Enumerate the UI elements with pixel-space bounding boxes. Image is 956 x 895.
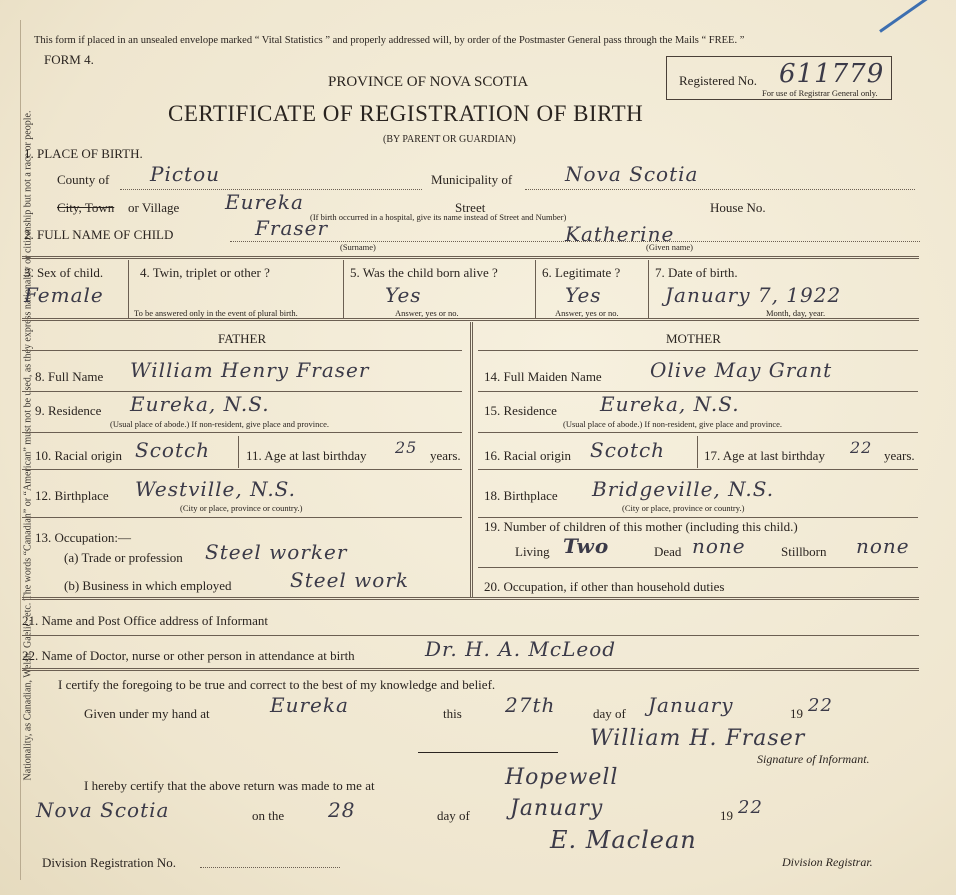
surname-caption: (Surname) bbox=[340, 242, 376, 252]
dead-label: Dead bbox=[654, 544, 682, 559]
father-age-divider bbox=[238, 436, 239, 468]
division-registration-label: Division Registration No. bbox=[42, 855, 176, 870]
mother-rule-4 bbox=[478, 517, 918, 518]
living-value: Two bbox=[563, 534, 610, 558]
registered-number: 611779 bbox=[779, 59, 885, 89]
registrar-province-value: Nova Scotia bbox=[36, 798, 170, 822]
doctor-value: Dr. H. A. McLeod bbox=[425, 637, 617, 661]
row-rule-bottom bbox=[22, 318, 919, 321]
father-birthplace-value: Westville, N.S. bbox=[135, 477, 297, 501]
father-residence-value: Eureka, N.S. bbox=[130, 392, 270, 416]
twin-label: 4. Twin, triplet or other ? bbox=[140, 265, 270, 280]
child-given-value: Katherine bbox=[565, 222, 675, 246]
given-day-of-label: day of bbox=[593, 706, 626, 721]
county-value: Pictou bbox=[150, 162, 221, 186]
sex-value: Female bbox=[24, 283, 104, 307]
registrar-certify-text: I hereby certify that the above return was made to me at bbox=[84, 778, 375, 793]
child-name-line bbox=[230, 241, 920, 242]
alive-note: Answer, yes or no. bbox=[395, 308, 459, 318]
village-value: Eureka bbox=[225, 190, 304, 214]
mother-heading-rule bbox=[478, 350, 918, 351]
given-month-value: January bbox=[648, 693, 734, 717]
mother-name-label: 14. Full Maiden Name bbox=[484, 369, 602, 384]
father-rule-4 bbox=[22, 517, 462, 518]
father-name-label: 8. Full Name bbox=[35, 369, 104, 384]
form-number: FORM 4. bbox=[44, 52, 94, 67]
registrar-month-value: January bbox=[510, 796, 604, 821]
registrar-day-value: 28 bbox=[328, 798, 356, 822]
informant-signature: William H. Fraser bbox=[590, 726, 806, 751]
mother-birthplace-value: Bridgeville, N.S. bbox=[592, 477, 775, 501]
registrar-year-prefix: 19 bbox=[720, 808, 733, 823]
col-divider-3 bbox=[535, 260, 536, 318]
mother-rule-5 bbox=[478, 567, 918, 568]
informant-rule bbox=[22, 635, 919, 636]
mother-race-label: 16. Racial origin bbox=[484, 448, 572, 463]
given-place-value: Eureka bbox=[270, 693, 349, 717]
postal-notice: This form if placed in an unsealed envelope marked “ Vital Statistics ” and properly addressed will, by order of the Postmaster General pass through the Mails “ FREE. ” bbox=[34, 35, 745, 46]
father-residence-label: 9. Residence bbox=[35, 403, 102, 418]
place-of-birth-label: 1. PLACE OF BIRTH. bbox=[24, 146, 143, 161]
dob-value: January 7, 1922 bbox=[665, 283, 842, 307]
alive-label: 5. Was the child born alive ? bbox=[350, 265, 498, 280]
legitimate-note: Answer, yes or no. bbox=[555, 308, 619, 318]
mother-name-value: Olive May Grant bbox=[650, 358, 833, 382]
parents-bottom-rule bbox=[22, 597, 919, 600]
mother-birthplace-label: 18. Birthplace bbox=[484, 488, 558, 503]
father-residence-note: (Usual place of abode.) If non-resident, give place and province. bbox=[110, 419, 330, 429]
signature-underline bbox=[418, 752, 558, 753]
father-business-label: (b) Business in which employed bbox=[64, 578, 232, 593]
mother-years-label: years. bbox=[884, 448, 915, 463]
stillborn-value: none bbox=[856, 534, 910, 558]
registered-label: Registered No. bbox=[679, 73, 757, 88]
col-divider-4 bbox=[648, 260, 649, 318]
father-age-value: 25 bbox=[395, 438, 418, 457]
mother-age-value: 22 bbox=[850, 438, 873, 457]
father-rule-2 bbox=[22, 432, 462, 433]
father-heading-rule bbox=[22, 350, 462, 351]
mother-residence-note: (Usual place of abode.) If non-resident, give place and province. bbox=[563, 419, 783, 429]
mother-age-label: 17. Age at last birthday bbox=[704, 448, 825, 463]
dob-note: Month, day, year. bbox=[766, 308, 826, 318]
given-day-value: 27th bbox=[505, 693, 556, 717]
certify-text: I certify the foregoing to be true and correct to the best of my knowledge and belief. bbox=[58, 677, 496, 692]
municipality-value: Nova Scotia bbox=[565, 162, 699, 186]
father-years-label: years. bbox=[430, 448, 461, 463]
legitimate-value: Yes bbox=[565, 283, 602, 307]
given-name-caption: (Given name) bbox=[646, 242, 693, 252]
father-age-label: 11. Age at last birthday bbox=[246, 448, 367, 463]
this-label: this bbox=[443, 706, 462, 721]
stillborn-label: Stillborn bbox=[781, 544, 827, 559]
side-margin-text: Nationality, as Canadian, Welsh, Gaelic, etc. The words “Canadian” or “American” must not be used, as they express nationality or citizenship but not a race or people. bbox=[22, 110, 34, 781]
city-town-label: City, Town bbox=[57, 200, 115, 215]
province-heading: PROVINCE OF NOVA SCOTIA bbox=[328, 74, 529, 90]
mother-heading: MOTHER bbox=[666, 331, 721, 346]
registrar-signature-caption: Division Registrar. bbox=[782, 855, 873, 869]
father-trade-value: Steel worker bbox=[205, 540, 348, 564]
page-title: CERTIFICATE OF REGISTRATION OF BIRTH bbox=[168, 101, 644, 126]
mother-race-value: Scotch bbox=[590, 438, 666, 462]
mother-rule-3 bbox=[478, 469, 918, 470]
mother-residence-value: Eureka, N.S. bbox=[600, 392, 740, 416]
municipality-line bbox=[525, 189, 915, 190]
village-label: or Village bbox=[128, 200, 180, 215]
house-number-label: House No. bbox=[710, 200, 766, 215]
registrar-day-of-label: day of bbox=[437, 808, 470, 823]
legitimate-label: 6. Legitimate ? bbox=[542, 265, 621, 280]
father-birthplace-note: (City or place, province or country.) bbox=[180, 503, 303, 513]
twin-note: To be answered only in the event of plural birth. bbox=[134, 308, 298, 318]
informant-address-label: 21. Name and Post Office address of Informant bbox=[22, 613, 268, 628]
registrar-year-value: 22 bbox=[738, 797, 763, 818]
father-trade-label: (a) Trade or profession bbox=[64, 550, 183, 565]
father-name-value: William Henry Fraser bbox=[130, 358, 370, 382]
child-surname-value: Fraser bbox=[255, 216, 329, 240]
page-subtitle: (BY PARENT OR GUARDIAN) bbox=[383, 134, 516, 145]
doctor-rule bbox=[22, 668, 919, 671]
registrar-place-value: Hopewell bbox=[505, 765, 619, 790]
county-label: County of bbox=[57, 172, 110, 187]
registrar-signature: E. Maclean bbox=[550, 826, 697, 854]
father-occupation-label: 13. Occupation:— bbox=[35, 530, 132, 545]
mother-residence-label: 15. Residence bbox=[484, 403, 557, 418]
father-rule-3 bbox=[22, 469, 462, 470]
father-race-value: Scotch bbox=[135, 438, 211, 462]
father-birthplace-label: 12. Birthplace bbox=[35, 488, 109, 503]
registered-box bbox=[666, 56, 892, 100]
street-label: Street bbox=[455, 200, 486, 215]
registrar-note: For use of Registrar General only. bbox=[762, 88, 878, 98]
alive-value: Yes bbox=[385, 283, 422, 307]
mother-age-divider bbox=[697, 436, 698, 468]
dead-value: none bbox=[692, 534, 746, 558]
child-name-label: 2. FULL NAME OF CHILD bbox=[24, 227, 174, 242]
parents-divider bbox=[470, 322, 473, 597]
father-business-value: Steel work bbox=[290, 568, 410, 592]
division-registration-line bbox=[200, 867, 340, 868]
col-divider-2 bbox=[343, 260, 344, 318]
doctor-label: 22. Name of Doctor, nurse or other person in attendance at birth bbox=[22, 648, 355, 663]
sex-label: 3. Sex of child. bbox=[24, 265, 104, 280]
father-heading: FATHER bbox=[218, 331, 267, 346]
father-race-label: 10. Racial origin bbox=[35, 448, 123, 463]
living-label: Living bbox=[515, 544, 550, 559]
row-rule-top bbox=[22, 256, 919, 259]
municipality-label: Municipality of bbox=[431, 172, 513, 187]
col-divider-1 bbox=[128, 260, 129, 318]
mother-children-label: 19. Number of children of this mother (including this child.) bbox=[484, 519, 798, 534]
left-margin-rule bbox=[20, 20, 21, 880]
informant-signature-caption: Signature of Informant. bbox=[757, 752, 870, 766]
mother-occupation-label: 20. Occupation, if other than household duties bbox=[484, 579, 725, 594]
dob-label: 7. Date of birth. bbox=[655, 265, 738, 280]
mother-rule-2 bbox=[478, 432, 918, 433]
hospital-note: (If birth occurred in a hospital, give its name instead of Street and Number) bbox=[310, 212, 567, 222]
given-year-value: 22 bbox=[808, 695, 833, 716]
mother-birthplace-note: (City or place, province or country.) bbox=[622, 503, 745, 513]
given-year-prefix: 19 bbox=[790, 706, 803, 721]
given-under-label: Given under my hand at bbox=[84, 706, 210, 721]
blue-pencil-mark bbox=[879, 0, 938, 33]
on-the-label: on the bbox=[252, 808, 285, 823]
